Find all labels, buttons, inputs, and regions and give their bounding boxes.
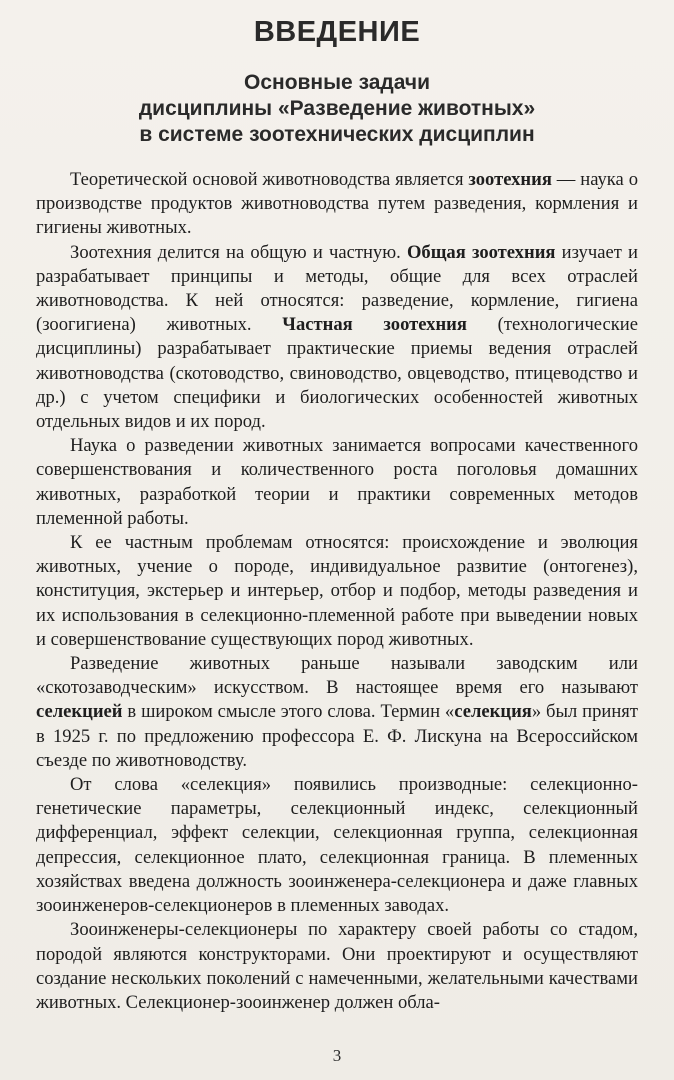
body-text bbox=[36, 168, 638, 1015]
bold-term: селекция bbox=[454, 701, 532, 723]
paragraph-4 bbox=[36, 531, 638, 652]
text-run: в широком смысле этого слова. Термин « bbox=[122, 701, 455, 723]
paragraph-3 bbox=[36, 434, 638, 531]
section-title-line: в системе зоотехнических дисциплин bbox=[139, 123, 535, 146]
text-run: Наука о разведении животных занимается вопросами качественного совершенствования и количественного роста поголовья домашних животных, разработкой теории и практики современных методов племенной работы. bbox=[36, 435, 638, 529]
paragraph-7 bbox=[36, 918, 638, 1015]
text-run: Зоотехния делится на общую и частную. bbox=[70, 241, 407, 263]
page-number: 3 bbox=[332, 1046, 342, 1065]
text-run: Теоретической основой животноводства является bbox=[70, 169, 469, 190]
text-run: Зооинженеры-селекционеры по характеру своей работы со стадом, породой являются конструкторами. Они проектируют и осуществляют создание нескольких поколений с намеченными, желательными качествами животных. Селекционер-зооинженер должен обла- bbox=[36, 919, 638, 1013]
bold-term: Частная зоотехния bbox=[282, 314, 467, 336]
chapter-title: ВВЕДЕНИЕ bbox=[253, 16, 421, 48]
bold-term: селекцией bbox=[36, 701, 123, 723]
text-run: От слова «селекция» появились производные: селекционно-генетические параметры, селекционный индекс, селекционный дифференциал, эффект селекции, селекционная группа, селекционная депрессия, селекционное плато, селекционная граница. В племенных хозяйствах введена должность зооинженера-селекционера и даже главных зооинженеров-селекционеров в племенных заводах. bbox=[36, 774, 638, 917]
bold-term: Общая зоотехния bbox=[406, 241, 556, 263]
text-run: изучает и разрабатывает принципы и методы, общие для всех отраслей животноводства. К ней относятся: разведение, кормление, гигиена (зоогигиена) животных. bbox=[36, 241, 638, 336]
bold-term: зоотехния bbox=[468, 169, 552, 190]
text-run: » был принят в 1925 г. по предложению профессора Е. Ф. Лискуна на Всероссийском съезде по животноводству. bbox=[36, 701, 638, 771]
paragraph-2 bbox=[36, 241, 638, 435]
text-run: Разведение животных раньше называли заводским или «скотозаводческим» искусством. В настоящее время его называют bbox=[36, 653, 638, 699]
section-title-line: дисциплины «Разведение животных» bbox=[138, 97, 536, 120]
text-run: — наука о производстве продуктов животноводства путем разведения, кормления и гигиены животных. bbox=[36, 169, 638, 239]
paragraph-1 bbox=[36, 168, 638, 241]
text-run: К ее частным проблемам относятся: происхождение и эволюция животных, учение о породе, индивидуальное развитие (онтогенез), конституция, экстерьер и интерьер, отбор и подбор, методы разведения и их использования в селекционно-племенной работе при выведении новых и совершенствование существующих пород животных. bbox=[36, 532, 638, 650]
text-run: (технологические дисциплины) разрабатывает практические приемы ведения отраслей животноводства (скотоводство, свиноводство, овцеводство, птицеводство и др.) с учетом специфики и биологических особенностей животных отдельных видов и их пород. bbox=[36, 314, 638, 433]
paragraph-5 bbox=[36, 652, 638, 773]
section-title-line: Основные задачи bbox=[244, 71, 430, 94]
paragraph-6 bbox=[36, 773, 638, 918]
section-title bbox=[36, 70, 638, 148]
